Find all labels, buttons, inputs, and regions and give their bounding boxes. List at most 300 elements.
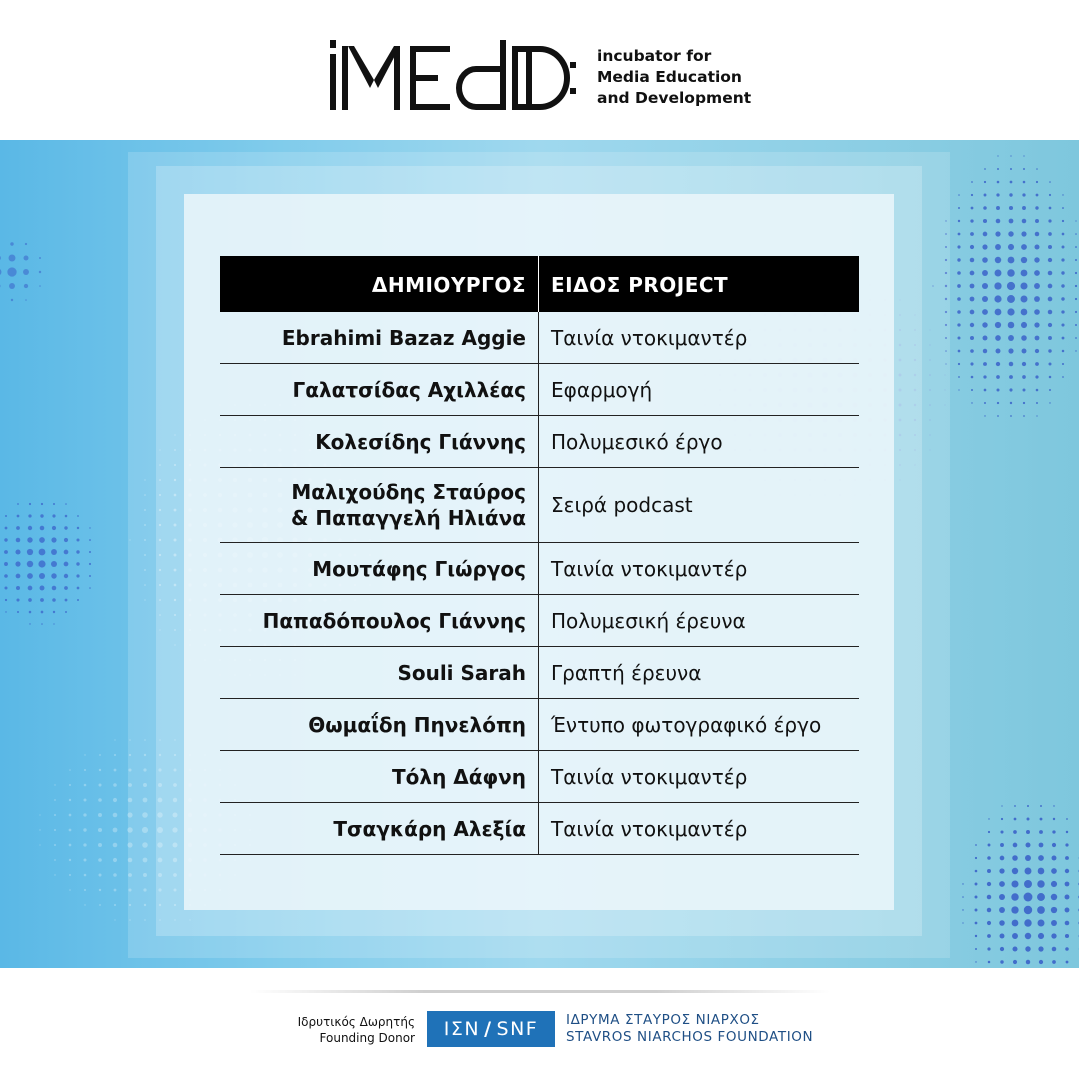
halftone-dot (987, 895, 991, 899)
halftone-dot (53, 623, 54, 624)
halftone-dot (1061, 258, 1064, 261)
halftone-dot (1035, 375, 1038, 378)
halftone-dot (984, 402, 986, 404)
halftone-dot (1023, 402, 1025, 404)
halftone-dot (1048, 271, 1053, 276)
halftone-dot (1039, 830, 1043, 834)
halftone-dot (1035, 219, 1039, 223)
project-type-cell: Ταινία ντοκιμαντέρ (551, 764, 748, 789)
halftone-dot (962, 896, 964, 898)
halftone-dot (1009, 193, 1012, 196)
halftone-dot (958, 376, 960, 378)
halftone-dot (1035, 206, 1038, 209)
halftone-dot (69, 874, 71, 876)
halftone-dot (1037, 906, 1045, 914)
halftone-dot (89, 575, 91, 577)
halftone-dot (39, 829, 40, 830)
table-row (220, 468, 859, 543)
halftone-dot (984, 168, 986, 170)
halftone-dot (970, 245, 974, 249)
halftone-dot (1010, 415, 1012, 417)
halftone-dot (970, 232, 974, 236)
footer (0, 968, 1079, 1079)
halftone-dot (1013, 960, 1017, 964)
halftone-dot (1037, 880, 1044, 887)
halftone-dot (69, 784, 71, 786)
halftone-dot (1023, 155, 1024, 156)
halftone-dot (1007, 308, 1014, 315)
halftone-dot (1009, 362, 1014, 367)
halftone-dot (54, 874, 55, 875)
halftone-dot (996, 388, 999, 391)
halftone-dot (1065, 856, 1069, 860)
halftone-dot (1000, 843, 1004, 847)
halftone-dot (77, 587, 80, 590)
halftone-dot (958, 233, 961, 236)
halftone-dot (1010, 168, 1012, 170)
halftone-dot (971, 376, 974, 379)
halftone-dot (1062, 363, 1064, 365)
halftone-dot (1039, 843, 1044, 848)
halftone-dot (40, 598, 44, 602)
table-row (220, 595, 859, 647)
halftone-dot (89, 551, 91, 553)
donor-label-english: Founding Donor (319, 1031, 415, 1045)
halftone-dot (16, 598, 19, 601)
halftone-dot (1026, 960, 1030, 964)
halftone-dot (1062, 376, 1064, 378)
halftone-dot (16, 574, 21, 579)
halftone-dot (5, 611, 6, 612)
halftone-dot (971, 207, 974, 210)
halftone-dot (1061, 323, 1064, 326)
project-type-cell: Ταινία ντοκιμαντέρ (551, 816, 748, 841)
halftone-dot (1048, 297, 1053, 302)
halftone-dot (997, 168, 999, 170)
halftone-dot (987, 921, 991, 925)
divider (250, 990, 830, 993)
halftone-dot (98, 858, 102, 862)
halftone-dot (1049, 207, 1052, 210)
halftone-dot (1052, 843, 1056, 847)
halftone-dot (53, 611, 55, 613)
halftone-dot (995, 231, 1000, 236)
halftone-dot (1010, 155, 1011, 156)
halftone-dot (1023, 181, 1026, 184)
halftone-dot (975, 961, 976, 962)
halftone-dot (99, 754, 101, 756)
halftone-dot (957, 297, 961, 301)
halftone-dot (29, 623, 30, 624)
halftone-dot (1066, 818, 1068, 820)
halftone-dot (1049, 181, 1051, 183)
halftone-dot (98, 813, 102, 817)
halftone-dot (962, 922, 963, 923)
creator-cell (220, 364, 539, 415)
halftone-dot (114, 904, 116, 906)
halftone-dot (975, 922, 978, 925)
halftone-dot (970, 297, 975, 302)
halftone-dot (1061, 284, 1064, 287)
halftone-dot (983, 336, 988, 341)
halftone-dot (76, 562, 79, 565)
halftone-dot (11, 299, 13, 301)
creator-name: Θωμαΐδη Πηνελόπη (308, 712, 526, 737)
halftone-dot (54, 844, 56, 846)
halftone-dot (0, 284, 1, 289)
halftone-dot (51, 573, 56, 578)
halftone-dot (1034, 309, 1040, 315)
halftone-dot (958, 389, 959, 390)
halftone-dot (64, 562, 69, 567)
halftone-dot (995, 270, 1002, 277)
halftone-dot (970, 362, 973, 365)
halftone-dot (16, 586, 20, 590)
halftone-dot (1075, 350, 1076, 351)
halftone-dot (1038, 933, 1044, 939)
creator-cell (220, 751, 539, 802)
halftone-dot (1000, 960, 1003, 963)
halftone-dot (4, 586, 7, 589)
halftone-dot (983, 349, 987, 353)
halftone-dot (1012, 933, 1018, 939)
halftone-dot (27, 561, 33, 567)
halftone-dot (982, 309, 988, 315)
halftone-dot (1013, 843, 1018, 848)
halftone-dot (1049, 376, 1052, 379)
halftone-dot (28, 586, 33, 591)
halftone-dot (1010, 181, 1013, 184)
halftone-dot (1062, 194, 1063, 195)
halftone-dot (983, 232, 988, 237)
halftone-dot (84, 889, 86, 891)
halftone-dot (1011, 880, 1018, 887)
halftone-dot (970, 284, 975, 289)
halftone-dot (99, 904, 101, 906)
halftone-dot (65, 515, 68, 518)
halftone-dot (29, 503, 31, 505)
halftone-dot (1024, 880, 1032, 888)
halftone-dot (1009, 388, 1012, 391)
slash-icon: / (484, 1018, 493, 1040)
halftone-dot (996, 375, 1000, 379)
halftone-dot (1007, 295, 1015, 303)
halftone-dot (1051, 933, 1056, 938)
halftone-dot (1036, 402, 1038, 404)
halftone-dot (1040, 805, 1042, 807)
halftone-dot (1021, 244, 1027, 250)
halftone-dot (1000, 856, 1005, 861)
halftone-dot (76, 538, 79, 541)
halftone-dot (99, 769, 101, 771)
halftone-dot (971, 194, 973, 196)
creator-cell (220, 543, 539, 594)
halftone-dot (1062, 350, 1065, 353)
halftone-dot (65, 503, 67, 505)
creator-name: Τόλη Δάφνη (392, 764, 526, 789)
halftone-dot (9, 283, 15, 289)
halftone-dot (1062, 207, 1064, 209)
halftone-dot (77, 599, 79, 601)
halftone-dot (65, 611, 67, 613)
halftone-dot (1001, 818, 1003, 820)
halftone-dot (1034, 270, 1040, 276)
halftone-dot (1065, 869, 1069, 873)
halftone-dot (1011, 893, 1018, 900)
snf-logo-english: SNF (496, 1018, 539, 1040)
creator-name: Τσαγκάρη Αλεξία (333, 816, 526, 841)
halftone-dot (64, 574, 68, 578)
halftone-dot (83, 858, 86, 861)
halftone-dot (1048, 323, 1052, 327)
halftone-dot (987, 856, 991, 860)
halftone-dot (113, 828, 118, 833)
halftone-dot (1049, 194, 1051, 196)
halftone-dot (1027, 818, 1030, 821)
halftone-dot (997, 415, 999, 417)
project-type-cell: Πολυμεσική έρευνα (551, 608, 746, 633)
halftone-dot (1061, 297, 1064, 300)
halftone-dot (982, 270, 988, 276)
halftone-dot (0, 269, 1, 276)
halftone-dot (997, 402, 999, 404)
tagline-line: incubator for (597, 47, 712, 65)
halftone-dot (25, 299, 27, 301)
halftone-dot (1051, 920, 1057, 926)
halftone-dot (1000, 830, 1003, 833)
halftone-dot (1034, 244, 1039, 249)
halftone-dot (1011, 906, 1018, 913)
halftone-dot (1038, 946, 1043, 951)
halftone-dot (83, 798, 86, 801)
halftone-dot (970, 258, 975, 263)
halftone-dot (971, 181, 973, 183)
halftone-dot (1061, 271, 1064, 274)
creator-name: Γαλατσίδας Αχιλλέας (292, 377, 526, 402)
halftone-dot (54, 814, 56, 816)
header (0, 0, 1079, 140)
halftone-dot (995, 244, 1001, 250)
halftone-dot (975, 857, 977, 859)
halftone-dot (17, 611, 19, 613)
column-header-project-type: ΕΙΔΟΣ PROJECT (551, 273, 729, 297)
table-row (220, 699, 859, 751)
halftone-dot (996, 219, 1001, 224)
halftone-dot (84, 874, 87, 877)
halftone-dot (114, 889, 117, 892)
project-type-cell: Σειρά podcast (551, 493, 693, 517)
halftone-dot (52, 526, 56, 530)
halftone-dot (39, 257, 41, 259)
halftone-dot (98, 798, 102, 802)
logo-tagline (597, 46, 751, 109)
halftone-dot (10, 242, 13, 245)
halftone-dot (4, 550, 8, 554)
halftone-dot (4, 574, 8, 578)
table-row (220, 543, 859, 595)
halftone-dot (54, 784, 55, 785)
halftone-dot (40, 514, 43, 517)
halftone-dot (65, 599, 68, 602)
halftone-dot (114, 769, 117, 772)
halftone-dot (25, 243, 27, 245)
halftone-dot (997, 155, 998, 156)
halftone-dot (970, 323, 974, 327)
creator-cell (220, 803, 539, 854)
halftone-dot (1010, 402, 1012, 404)
halftone-dot (970, 349, 974, 353)
halftone-dot (53, 503, 55, 505)
halftone-dot (1009, 375, 1013, 379)
projects-table (220, 256, 859, 855)
halftone-dot (1075, 324, 1077, 326)
halftone-dot (69, 844, 72, 847)
halftone-dot (89, 587, 91, 589)
halftone-dot (64, 550, 69, 555)
halftone-dot (1039, 960, 1043, 964)
halftone-dot (970, 310, 975, 315)
halftone-dot (1012, 946, 1017, 951)
halftone-dot (41, 623, 43, 625)
halftone-dot (1066, 961, 1069, 964)
halftone-dot (1075, 246, 1077, 248)
halftone-dot (24, 256, 29, 261)
halftone-dot (1008, 335, 1014, 341)
halftone-dot (1065, 947, 1069, 951)
halftone-dot (15, 561, 20, 566)
creator-cell (220, 699, 539, 750)
halftone-dot (77, 515, 79, 517)
halftone-dot (1065, 895, 1070, 900)
creator-cell (220, 595, 539, 646)
halftone-dot (1014, 818, 1017, 821)
halftone-dot (1062, 220, 1064, 222)
halftone-dot (957, 258, 960, 261)
halftone-dot (1021, 257, 1027, 263)
halftone-dot (975, 870, 978, 873)
halftone-dot (1027, 805, 1029, 807)
halftone-dot (958, 194, 960, 196)
halftone-dot (64, 538, 68, 542)
halftone-dot (1049, 389, 1051, 391)
halftone-dot (1037, 919, 1044, 926)
halftone-dot (1075, 272, 1077, 274)
halftone-dot (999, 868, 1004, 873)
halftone-dot (1065, 908, 1070, 913)
halftone-dot (76, 550, 79, 553)
halftone-dot (982, 283, 988, 289)
halftone-dot (975, 896, 978, 899)
halftone-dot (984, 181, 986, 183)
halftone-dot (975, 948, 977, 950)
project-type-cell: Ταινία ντοκιμαντέρ (551, 325, 748, 350)
halftone-dot (1008, 348, 1013, 353)
halftone-dot (98, 843, 102, 847)
halftone-dot (27, 573, 33, 579)
halftone-dot (1036, 194, 1039, 197)
creator-name: Μουτάφης Γιώργος (312, 556, 526, 581)
halftone-dot (5, 527, 8, 530)
table-row (220, 364, 859, 416)
halftone-dot (957, 245, 960, 248)
halftone-dot (1035, 362, 1039, 366)
halftone-dot (113, 783, 117, 787)
halftone-dot (957, 284, 961, 288)
halftone-dot (1048, 284, 1053, 289)
halftone-dot (1009, 206, 1013, 210)
halftone-dot (1040, 818, 1043, 821)
halftone-dot (84, 769, 86, 771)
halftone-dot (975, 844, 977, 846)
halftone-dot (89, 527, 90, 528)
halftone-dot (1035, 336, 1040, 341)
halftone-dot (1009, 219, 1014, 224)
halftone-dot (984, 415, 985, 416)
halftone-dot (69, 814, 72, 817)
halftone-dot (1048, 349, 1051, 352)
halftone-dot (1061, 310, 1064, 313)
halftone-dot (982, 257, 988, 263)
halftone-dot (84, 904, 85, 905)
halftone-dot (1000, 947, 1004, 951)
halftone-dot (27, 537, 32, 542)
halftone-dot (1034, 283, 1040, 289)
halftone-dot (1026, 843, 1031, 848)
halftone-dot (1062, 233, 1065, 236)
halftone-dot (114, 739, 115, 740)
halftone-dot (958, 350, 961, 353)
halftone-dot (113, 813, 118, 818)
halftone-dot (16, 526, 20, 530)
halftone-dot (1014, 805, 1016, 807)
halftone-dot (1062, 337, 1065, 340)
halftone-dot (1012, 868, 1018, 874)
halftone-dot (98, 873, 101, 876)
halftone-dot (970, 271, 975, 276)
column-header-creator: ΔΗΜΙΟΥΡΓΟΣ (220, 256, 539, 312)
halftone-dot (1075, 298, 1077, 300)
halftone-dot (957, 323, 960, 326)
halftone-dot (982, 322, 987, 327)
halftone-dot (41, 611, 44, 614)
halftone-dot (999, 907, 1005, 913)
halftone-dot (1051, 907, 1057, 913)
halftone-dot (114, 919, 115, 920)
halftone-dot (1038, 855, 1044, 861)
halftone-dot (1025, 868, 1032, 875)
halftone-dot (1053, 805, 1054, 806)
creator-cell (220, 647, 539, 698)
halftone-dot (987, 947, 990, 950)
halftone-dot (1075, 337, 1077, 339)
halftone-dot (89, 539, 91, 541)
halftone-dot (958, 363, 960, 365)
halftone-dot (28, 598, 32, 602)
halftone-dot (89, 563, 91, 565)
halftone-dot (77, 527, 79, 529)
halftone-dot (51, 561, 57, 567)
halftone-dot (113, 858, 117, 862)
halftone-dot (970, 336, 974, 340)
halftone-dot (69, 829, 72, 832)
halftone-dot (54, 799, 56, 801)
halftone-dot (988, 961, 991, 964)
halftone-dot (83, 813, 86, 816)
halftone-dot (988, 831, 990, 833)
halftone-dot (1023, 389, 1026, 392)
halftone-dot (16, 538, 21, 543)
halftone-dot (1008, 257, 1015, 264)
